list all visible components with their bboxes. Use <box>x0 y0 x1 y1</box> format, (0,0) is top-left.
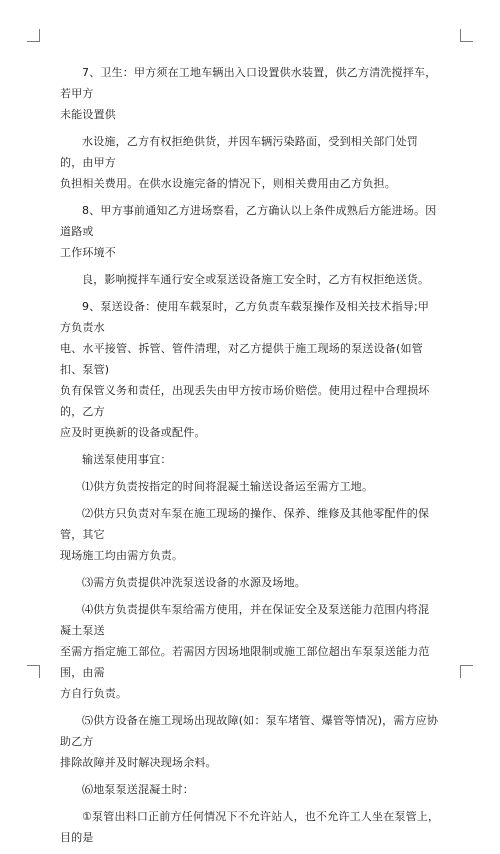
paragraph-6 <box>60 449 440 470</box>
document-body <box>60 62 440 854</box>
paragraph-4 <box>60 269 440 290</box>
paragraph-7 <box>60 476 440 497</box>
paragraph-line: ①泵管出料口正前方任何情况下不允许站人，也不允许工人坐在泵管上，目的是 <box>60 810 440 844</box>
crop-mark-top-right <box>460 29 473 42</box>
paragraph-line: ⑷供方负责提供车泵给需方使用，并在保证安全及泵送能力范围内将混凝土泵送 <box>60 603 430 637</box>
paragraph-line: 7、卫生：甲方须在工地车辆出入口设置供水装置，供乙方清洗搅拌车，若甲方 <box>60 66 437 100</box>
paragraph-line: 8、甲方事前通知乙方进场察看，乙方确认以上条件成熟后方能进场。因道路或 <box>60 204 437 238</box>
paragraph-line: 电、水平接管、拆管、管件清理，对乙方提供于施工现场的泵送设备(如管扣、泵管) <box>60 342 423 376</box>
crop-mark-top-left <box>27 29 40 42</box>
paragraph-1 <box>60 62 440 125</box>
paragraph-line: 9、泵送设备：使用车载泵时，乙方负责车载泵操作及相关技术指导;甲方负责水 <box>60 300 430 334</box>
paragraph-line: 负担相关费用。在供水设施完备的情况下，则相关费用由乙方负担。 <box>60 177 396 190</box>
paragraph-5 <box>60 296 440 443</box>
paragraph-11 <box>60 710 440 773</box>
paragraph-line: 至需方指定施工部位。若需因方因场地限制或施工部位超出车泵泵送能力范围，由需 <box>60 645 430 679</box>
paragraph-line: 未能设置供 <box>60 108 116 121</box>
paragraph-line: 方自行负责。 <box>60 687 128 700</box>
paragraph-line: 水设施，乙方有权拒绝供货，并因车辆污染路面，受到相关部门处罚的，由甲方 <box>60 135 418 169</box>
paragraph-3 <box>60 200 440 263</box>
paragraph-line: 负有保管义务和责任，出现丢失由甲方按市场价赔偿。使用过程中合理损坏的，乙方 <box>60 384 430 418</box>
paragraph-line: 工作环境不 <box>60 246 116 259</box>
paragraph-8 <box>60 503 440 566</box>
paragraph-line: 良，影响搅拌车通行安全或泵送设备施工安全时，乙方有权拒绝送货。 <box>82 273 430 286</box>
paragraph-line: ⑸供方设备在施工现场出现故障(如：泵车堵管、爆管等情况)，需方应协助乙方 <box>60 714 439 748</box>
paragraph-line: 现场施工均由需方负责。 <box>60 549 184 562</box>
crop-mark-bottom-right <box>460 665 473 678</box>
paragraph-line: ⑹地泵泵送混凝土时： <box>82 783 194 796</box>
paragraph-line: ⑴供方负责按指定的时间将混凝土输送设备运至需方工地。 <box>82 480 374 493</box>
crop-mark-bottom-left <box>27 665 40 678</box>
paragraph-line: 应及时更换新的设备或配件。 <box>60 426 206 439</box>
paragraph-line: 输送泵使用事宜： <box>82 453 172 466</box>
paragraph-12 <box>60 779 440 800</box>
paragraph-line: ⑵供方只负责对车泵在施工现场的操作、保养、维修及其他零配件的保管，其它 <box>60 507 430 541</box>
paragraph-2 <box>60 131 440 194</box>
paragraph-9 <box>60 572 440 593</box>
paragraph-10 <box>60 599 440 704</box>
paragraph-13 <box>60 806 440 848</box>
paragraph-line: 排除故障并及时解决现场余料。 <box>60 756 217 769</box>
paragraph-line: ⑶需方负责提供冲洗泵送设备的水源及场地。 <box>82 576 306 589</box>
